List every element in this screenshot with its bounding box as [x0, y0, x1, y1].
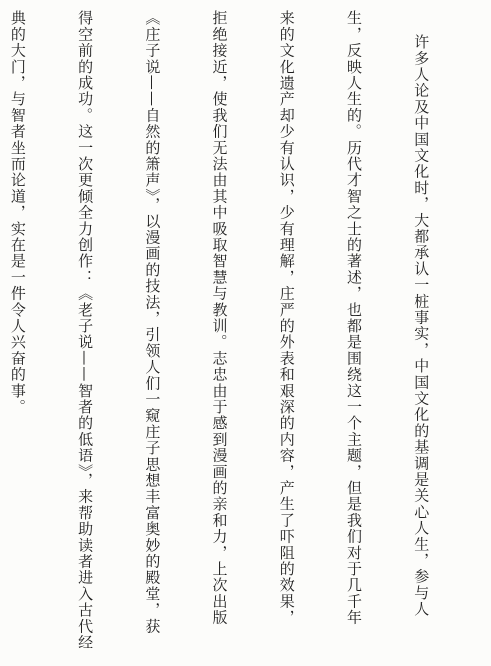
vertical-text-block: [0, 10, 477, 658]
text-column-3: 来的文化遗产却少有认识，少有理解，庄严的外表和艰深的内容，产生了吓阻的效果，: [277, 10, 296, 626]
text-column-2: 生，反映人生的。历代才智之士的著述，也都是围绕这一个主题，但是我们对于几千年: [344, 10, 363, 626]
text-column-6: 得空前的成功。这一次更倾全力创作：《老子说——智者的低语》，来帮助读者进入古代经: [76, 10, 95, 651]
text-column-7: 典的大门，与智者坐而论道，实在是一件令人兴奋的事。: [8, 10, 27, 415]
text-column-1: 许多人论及中国文化时，大都承认一桩事实，中国文化的基调是关心人生，参与人: [412, 10, 431, 618]
text-column-4: 拒绝接近，使我们无法由其中吸取智慧与教训。志忠由于感到漫画的亲和力，上次出版: [210, 10, 229, 626]
text-column-5: 《庄子说——自然的箫声》，以漫画的技法，引领人们一窥庄子思想丰富奥妙的殿堂，获: [143, 10, 162, 635]
